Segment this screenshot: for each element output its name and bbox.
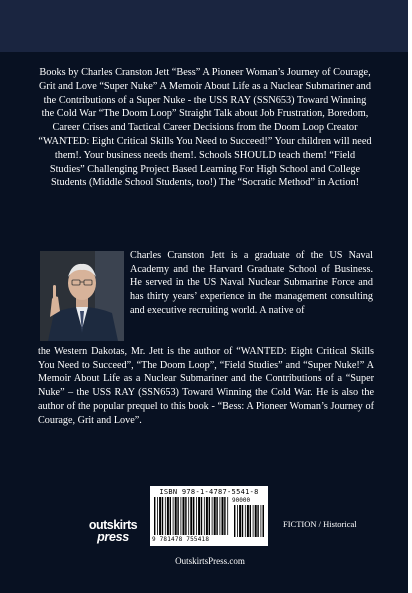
price-code: 90000 [232,497,251,504]
top-band [0,0,408,52]
page-edge [408,0,412,593]
author-bio-top: Charles Cranston Jett is a graduate of the US Naval Academy and the Harvard Graduate School of Business. He served in the US Naval Nuclear Submarine Force and has thirty years’ experience in the management consulting and executive recruiting world. A native of [130,250,373,316]
ean-digits: 9 781478 755418 [152,536,210,543]
isbn-label: ISBN 978-1-4787-5541-8 [159,488,259,496]
publisher-logo [85,520,141,543]
author-portrait-image [40,251,124,341]
author-photo [40,251,124,341]
publisher-url: OutskirtsPress.com [175,556,245,566]
book-category: FICTION / Historical [283,519,357,529]
price-barcode-bars [234,505,264,537]
books-by-author-list: Books by Charles Cranston Jett “Bess” A Pioneer Woman’s Journey of Courage, Grit and Love “Super Nuke” A Memoir About Life as a Nuclear Submariner and the Contributions of a Super Nuke - the USS RAY (SSN653) Toward Winning the Cold War “The Doom Loop” Straight Talk about Job Frustration, Boredom, Career Crises and Tactical Career Decisions from the Doom Loop Creator “WANTED: Eight Critical Skills You Need to Succeed!” Your children will need them!. Your business needs them!. Schools SHOULD teach them! “Field Studies” Challenging Project Based Learning For High School and College Students (Middle School Students, too!) The “Socratic Method” in Action! [38,67,372,189]
publisher-logo-line1: outskirts [88,518,138,532]
ean-barcode-bars [154,497,230,535]
author-bio-continued: the Western Dakotas, Mr. Jett is the author of “WANTED: Eight Critical Skills You Need to Succeed”, “The Doom Loop”, “Field Studies” and “Super Nuke!” A Memoir About Life as a Nuclear Submariner and the Contributions of a “Super Nuke” – the USS RAY (SSN653) Toward Winning the Cold War. He is also the author of the popular prequel to this book - “Bess: A Pioneer Woman’s Journey of Courage, Grit and Love”. [38,346,374,426]
publisher-logo-line2: press [97,530,129,544]
isbn-barcode [150,486,268,546]
